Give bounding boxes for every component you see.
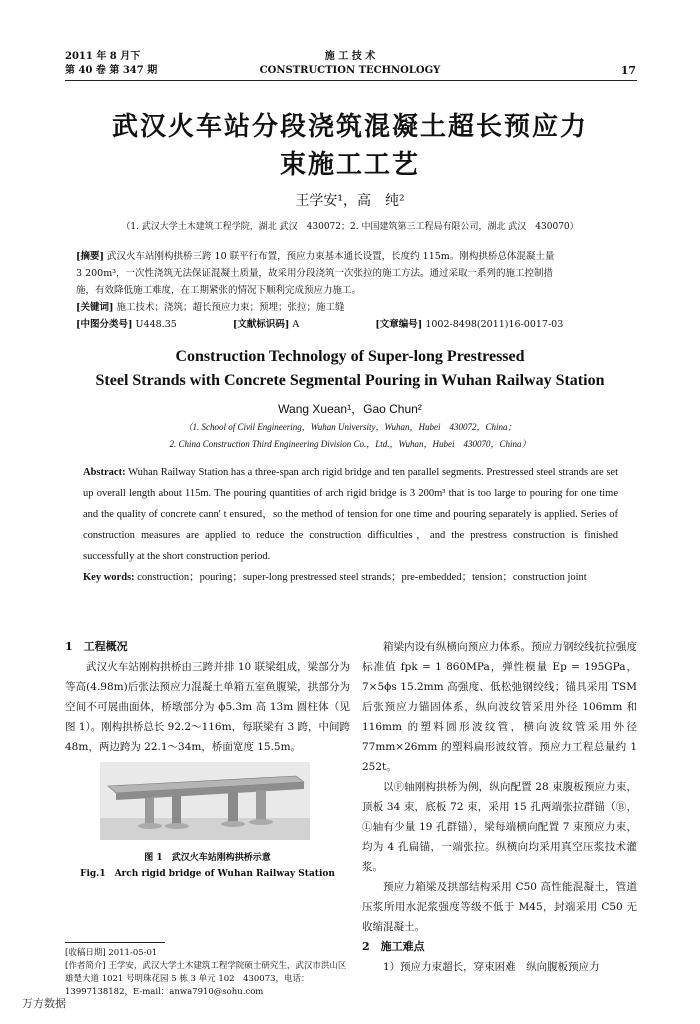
- keywords-zh-label: [关键词]: [76, 302, 114, 313]
- keywords-zh: 施工技术；浇筑；超长预应力束；预埋；张拉；施工缝: [116, 302, 345, 313]
- clc-label: [中图分类号]: [76, 319, 133, 330]
- author-bio: [作者简介] 王学安，武汉大学土木建筑工程学院硕士研究生，武汉市洪山区雄楚大道 1021 号明珠花园 5 栋 3 单元 102 430073，电话：13997138182，E-mail：anwa7910@sohu.com: [65, 961, 347, 997]
- clc-number: U448.35: [135, 319, 177, 330]
- section-1-paragraph: 武汉火车站刚构拱桥由三跨并排 10 联梁组成，梁部分为等高(4.98m)后张法预应力混凝土单箱五室鱼腹梁，拱部分为空间不可展曲面体，桥墩部分为 ϕ5.3m 高 13m 圆柱体（见图 1）。刚构拱桥总长 92.2～116m，每联梁有 3 跨，中间跨 48m，两边跨为 22.1～34m，桥面宽度 15.5m。: [65, 661, 350, 753]
- article-number: 1002-8498(2011)16-0017-03: [425, 319, 564, 330]
- volume-issue: 第 40 卷 第 347 期: [65, 65, 158, 76]
- article-number-label: [文章编号]: [375, 319, 423, 330]
- watermark: 万方数据: [22, 997, 66, 1010]
- right-paragraph-1: 箱梁内设有纵横向预应力体系。预应力钢绞线抗拉强度标准值 fpk = 1 860MPa，弹性模量 Ep = 195GPa，7×5ϕs 15.2mm 高强度、低松弛钢绞线；锚具采用 TSM 后张预应力锚固体系，纵向波纹管采用外径 106mm 和 116mm 的塑料圆形波纹管，横向波纹管采用外径 77mm×26mm 的塑料扁形波纹管。预应力工程总量约 1 252t。: [362, 641, 637, 773]
- section-2-heading: 2 施工难点: [362, 940, 425, 953]
- abstract-en-text: Wuhan Railway Station has a three-span arch rigid bridge and ten parallel segments. Prestressed steel strands are set up overall length about 115m. The pouring quantities of arch rigid bridge is 3 200m³ that is too large to pouring for one time and the quality of concrete cann' t ensured，so the method of tension for one time and pouring separately is applied. Series of construction measures are applied to reduce the construction difficulties，and the prestress construction is finished successfully at the short construction period.: [83, 467, 618, 562]
- affiliation-en-line-1: （1. School of Civil Engineering，Wuhan University，Wuhan，Hubei 430072，China；: [183, 422, 517, 432]
- figure-1-image: [100, 762, 310, 840]
- right-paragraph-3: 预应力箱梁及拱部结构采用 C50 高性能混凝土，管道压浆所用水泥浆强度等级不低于 M45，封端采用 C50 无收缩混凝土。: [362, 881, 637, 933]
- figure-1-caption-zh: 图 1 武汉火车站刚构拱桥示意: [144, 853, 271, 863]
- abstract-zh-label: [摘要]: [76, 251, 104, 262]
- title-zh-line-1: 武汉火车站分段浇筑混凝土超长预应力: [111, 112, 588, 142]
- journal-name-zh: 施 工 技 术: [324, 51, 376, 62]
- title-zh-line-2: 束施工工艺: [279, 150, 420, 180]
- title-en-line-2: Steel Strands with Concrete Segmental Pouring in Wuhan Railway Station: [95, 372, 605, 389]
- abstract-en-label: Abstract:: [83, 467, 126, 478]
- journal-name-en: CONSTRUCTION TECHNOLOGY: [259, 65, 441, 76]
- section-1-heading: 1 工程概况: [65, 640, 128, 653]
- abstract-en: [83, 462, 618, 588]
- authors-en: Wang Xuean¹，Gao Chun²: [278, 402, 422, 416]
- header-rule: [65, 80, 637, 81]
- affiliation-zh: （1. 武汉大学土木建筑工程学院，湖北 武汉 430072；2. 中国建筑第三工程局有限公司，湖北 武汉 430070）: [121, 222, 579, 232]
- abstract-zh-line-3: 施，有效降低施工难度，在工期紧张的情况下顺利完成预应力施工。: [76, 285, 362, 296]
- left-column: [65, 637, 350, 757]
- right-paragraph-2: 以Ⓕ轴刚构拱桥为例，纵向配置 28 束腹板预应力束，顶板 34 束，底板 72 束，采用 15 孔两端张拉群锚（Ⓑ，Ⓛ轴有少量 19 孔群锚），梁每端横向配置 7 束预应力束，均为 4 孔扁锚，一端张拉。纵横向均采用真空压浆技术灌浆。: [362, 781, 637, 873]
- header-center: [0, 50, 700, 78]
- footnote: [65, 947, 350, 999]
- right-paragraph-4: 1）预应力束超长，穿束困难 纵向腹板预应力: [383, 961, 600, 973]
- received-date: [收稿日期] 2011-05-01: [65, 948, 158, 958]
- figure-1-caption-en: Fig.1 Arch rigid bridge of Wuhan Railway Station: [80, 869, 335, 879]
- issue-date: 2011 年 8 月下: [65, 51, 141, 62]
- page-number: 17: [620, 64, 636, 77]
- abstract-zh-line-2: 3 200m³，一次性浇筑无法保证混凝土质量，故采用分段浇筑一次张拉的施工方法。通过采取一系列的施工控制措: [76, 268, 554, 279]
- affiliation-en-line-2: 2. China Construction Third Engineering Division Co.，Ltd.，Wuhan，Hubei 430070，China）: [169, 439, 531, 449]
- title-en-line-1: Construction Technology of Super-long Prestressed: [175, 348, 525, 365]
- right-column: [362, 637, 637, 977]
- footnote-rule: [65, 942, 165, 943]
- keywords-en: construction；pouring；super-long prestressed steel strands；pre-embedded；tension；construction joint: [137, 572, 587, 583]
- authors-zh: 王学安¹，高 纯²: [295, 193, 405, 209]
- keywords-en-label: Key words:: [83, 572, 135, 583]
- doc-code-label: [文献标识码]: [232, 319, 290, 330]
- doc-code: A: [292, 319, 300, 330]
- abstract-zh-line-1: 武汉火车站刚构拱桥三跨 10 联平行布置，预应力束基本通长设置，长度约 115m。刚构拱桥总体混凝土量: [107, 251, 555, 262]
- abstract-zh: [76, 248, 626, 333]
